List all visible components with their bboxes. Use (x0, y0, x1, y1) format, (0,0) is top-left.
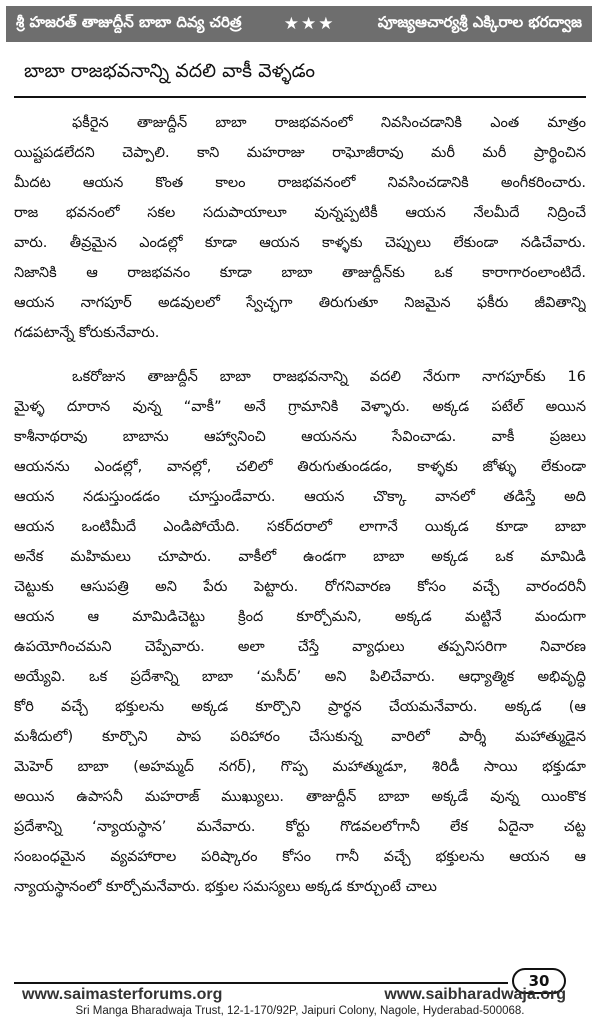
page-number: 30 (512, 968, 566, 994)
paragraph-line: ఆయన ఒంటిమీదే ఎండిపోయేది. సకర్‌దరాలో లాగానే యిక్కడ కూడా బాబా (14, 519, 586, 535)
paragraph-line: అయ్యేవి. ఒక ప్రదేశాన్ని బాబా ‘మసీద్’ అని పిలిచేవారు. ఆధ్యాత్మిక అభివృద్ధి (14, 669, 586, 685)
paragraph-line: ఉపయోగించమని చెప్పేవారు. అలా చేస్తే వ్యాధులు తప్పనిసరిగా నివారణ (14, 639, 586, 655)
paragraph-line: ప్రదేశాన్ని ‘న్యాయస్థాన’ మనేవారు. కోర్టు గొడవలలోగానీ లేక ఏదైనా చట్ట (14, 819, 586, 835)
paragraph-gap (14, 348, 586, 362)
paragraph-line: ఆయన ఆ మామిడిచెట్టు క్రింద కూర్చోమని, అక్కడ మట్టినే మందుగా (14, 609, 586, 625)
paragraph-line: కాశీనాథరావు బాబాను ఆహ్వానించి ఆయనను సేవించాడు. వాకీ ప్రజలు (14, 429, 586, 445)
paragraph-line: మైళ్ళ దూరాన వున్న “వాకీ” అనే గ్రామానికి వెళ్ళారు. అక్కడ పటేల్ అయిన (14, 399, 586, 415)
paragraph-line: రాజ భవనంలో సకల సదుపాయాలూ వున్నప్పటికీ ఆయన నేలమీదే నిద్రించే (14, 205, 586, 221)
author-name: పూజ్యఆచార్యశ్రీ ఎక్కిరాల భరద్వాజ (377, 13, 582, 31)
title-divider (14, 96, 586, 98)
paragraph-line: చెట్టుకు ఆసుపత్రి అని పేరు పెట్టారు. రోగనివారణ కోసం వచ్చే వారందరినీ (14, 579, 586, 595)
paragraph-line: ఫకీరైన తాజుద్దీన్ బాబా రాజభవనంలో నివసించడానికి ఎంత మాత్రం (72, 115, 586, 131)
publisher-address: Sri Manga Bharadwaja Trust, 12-1-170/92P, Jaipuri Colony, Nagole, Hyderabad-500068. (75, 1005, 525, 1017)
paragraph-line: అనేక మహిమలు చూపారు. వాకీలో ఉండగా బాబా అక్కడ ఒక మామిడి (14, 549, 586, 565)
paragraph-line: అయిన ఉపాసనీ మహరాజ్ ముఖ్యులు. తాజుద్దీన్ బాబా అక్కడే వున్న యింకొక (14, 789, 586, 805)
paragraph-line: కోరి వచ్చే భక్తులను అక్కడ కూర్చొని ప్రార్థన చేయమనేవారు. అక్కడ (ఆ (14, 699, 586, 715)
paragraph-line: న్యాయస్థానంలో కూర్చోమనేవారు. భక్తుల సమస్యలు అక్కడ కూర్చుంటే చాలు (14, 879, 437, 895)
paragraph-line: ఆయన నాగపూర్ అడవులలో స్వేచ్ఛగా తిరుగుతూ నిజమైన ఫకీరు జీవితాన్ని (14, 295, 586, 311)
book-title: శ్రీ హజరత్ తాజుద్దీన్ బాబా దివ్య చరిత్ర (16, 13, 242, 31)
paragraph-line: ఆయనను ఎండల్లో, వానల్లో, చలిలో తిరుగుతుండడం, కాళ్ళకు జోళ్ళు లేకుండా (14, 459, 586, 475)
star-ornament: ★★★ (283, 14, 336, 34)
paragraph-line: వారు. తీవ్రమైన ఎండల్లో కూడా ఆయన కాళ్ళకు చెప్పులు లేకుండా నడిచేవారు. (14, 235, 586, 251)
body-text (14, 108, 586, 902)
footer-url-left[interactable]: www.saimasterforums.org (22, 986, 223, 1003)
running-header (6, 6, 592, 42)
footer-url-right[interactable]: www.saibharadwaja.org (384, 986, 566, 1003)
paragraph-line: మెహెర్ బాబా (అహమ్మద్ నగర్), గొప్ప మహాత్ముడూ, శిరిడీ సాయి భక్తుడూ (14, 759, 586, 775)
paragraph-line: ఒకరోజున తాజుద్దీన్ బాబా రాజభవనాన్ని వదలి నేరుగా నాగపూర్‌కు 16 (72, 369, 586, 385)
paragraph-line: మశీదులో) కూర్చొని పాప పరిహారం చేసుకున్న వారిలో పార్శీ మహాత్ముడైన (14, 729, 586, 745)
paragraph-line: యిష్టపడలేదని చెప్పాలి. కాని మహరాజు రాఘోజీరావు మరీ మరీ ప్రార్థించిన (14, 145, 586, 161)
section-title: బాబా రాజభవనాన్ని వదలి వాకీ వెళ్ళడం (24, 60, 315, 82)
paragraph-line: ఆయన నడుస్తుండడం చూస్తుండేవారు. ఆయన చొక్కా వానలో తడిస్తే అది (14, 489, 586, 505)
paragraph-line: మీదట ఆయన కొంత కాలం రాజభవనంలో నివసించడానికి అంగీకరించారు. (14, 175, 586, 191)
paragraph-line: గడపటాన్నే కోరుకునేవారు. (14, 325, 160, 341)
paragraph-line: సంబంధమైన వ్యవహారాల పరిష్కారం కోసం గానీ వచ్చే భక్తులను ఆయన ఆ (14, 849, 586, 865)
paragraph-line: నిజానికి ఆ రాజభవనం కూడా బాబా తాజుద్దీన్‌కు ఒక కారాగారంలాంటిదే. (14, 265, 586, 281)
